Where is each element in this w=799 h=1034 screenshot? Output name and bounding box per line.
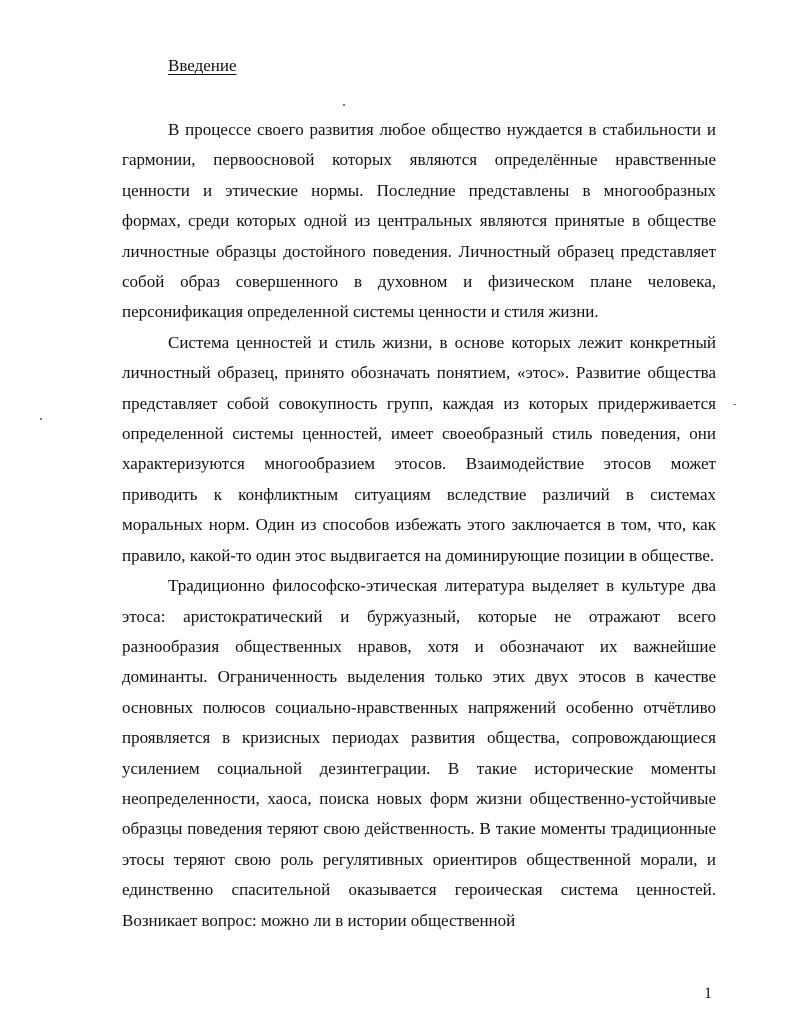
page-number: 1 (704, 985, 712, 1002)
body-text (122, 115, 716, 936)
scan-speck (343, 104, 345, 106)
section-heading: Введение (168, 56, 237, 75)
paragraph-3: Традиционно философско-этическая литература выделяет в культуре два этоса: аристократический и буржуазный, которые не отражают всего разнообразия общественных нравов, хотя и обозначают их важнейшие доминанты. Ограниченность выделения только этих двух этосов в качестве основных полюсов социально-нравственных напряжений особенно отчётливо проявляется в кризисных периодах развития общества, сопровождающиеся усилением социальной дезинтеграции. В такие исторические моменты неопределенности, хаоса, поиска новых форм жизни общественно-устойчивые образцы поведения теряют свою действенность. В такие моменты традиционные этосы теряют свою роль регулятивных ориентиров общественной морали, и единственно спасительной оказывается героическая система ценностей. Возникает вопрос: можно ли в истории общественной (122, 576, 716, 930)
scan-speck (40, 418, 42, 420)
paragraph-2: Система ценностей и стиль жизни, в основе которых лежит конкретный личностный образец, принято обозначать понятием, «этос». Развитие общества представляет собой совокупность групп, каждая из которых придерживается определенной системы ценностей, имеет своеобразный стиль поведения, они характеризуются многообразием этосов. Взаимодействие этосов может приводить к конфликтным ситуациям вследствие различий в системах моральных норм. Один из способов избежать этого заключается в том, что, как правило, какой-то один этос выдвигается на доминирующие позиции в обществе. (122, 332, 716, 565)
paragraph-1: В процессе своего развития любое общество нуждается в стабильности и гармонии, первоосновой которых являются определённые нравственные ценности и этические нормы. Последние представлены в многообразных формах, среди которых одной из центральных являются принятые в обществе личностные образцы достойного поведения. Личностный образец представляет собой образ совершенного в духовном и физическом плане человека, персонификация определенной системы ценности и стиля жизни. (122, 120, 716, 322)
scan-speck (733, 404, 736, 405)
